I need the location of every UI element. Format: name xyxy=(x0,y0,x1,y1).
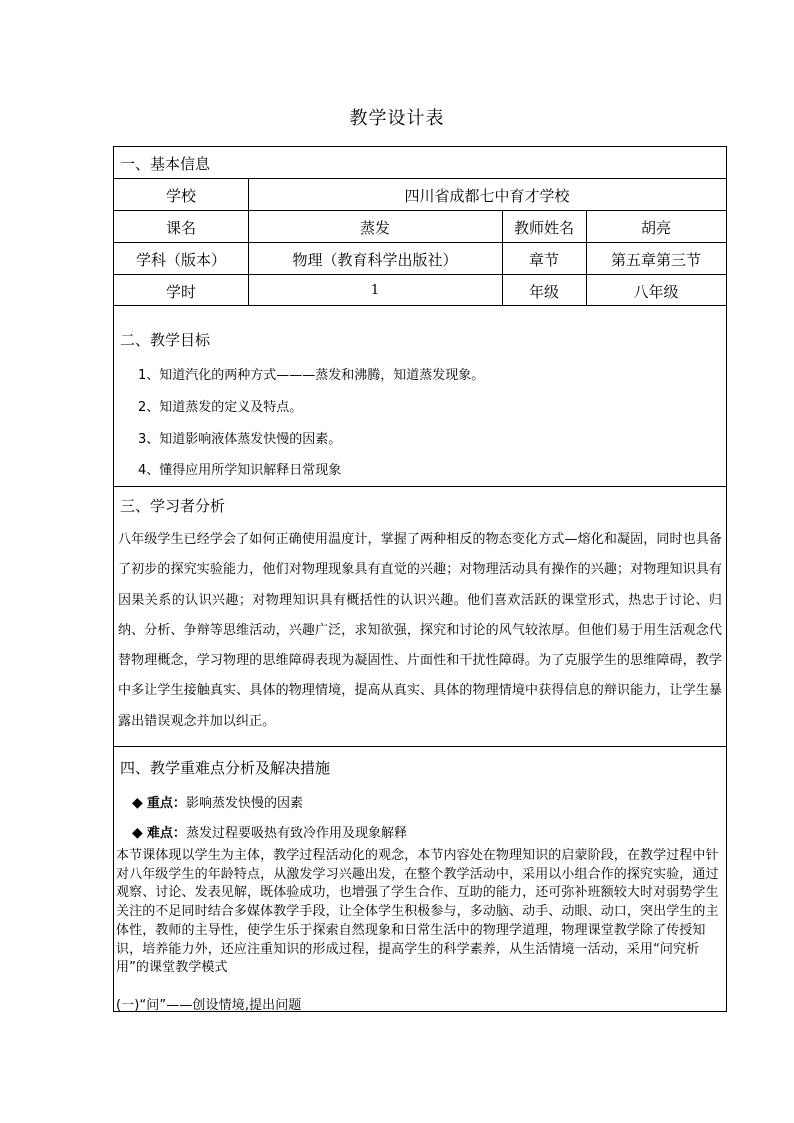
key-point-text: 影响蒸发快慢的因素 xyxy=(185,796,303,811)
goal-item: 4、懂得应用所学知识解释日常现象 xyxy=(138,463,342,478)
diamond-bullet-icon: ◆ xyxy=(132,825,143,841)
course-value: 蒸发 xyxy=(359,219,390,237)
difficulty-line xyxy=(132,822,407,841)
hours-value: 1 xyxy=(370,283,380,298)
grade-value: 八年级 xyxy=(633,283,679,301)
section-learners-heading: 三、学习者分析 xyxy=(120,497,226,515)
teaching-step-heading: (一)“问”——创设情境,提出问题 xyxy=(116,998,302,1013)
subject-value: 物理（教育科学出版社） xyxy=(292,251,458,269)
subject-label: 学科（版本） xyxy=(135,251,226,269)
chapter-label: 章节 xyxy=(528,251,559,269)
difficulty-label: 难点： xyxy=(146,826,186,841)
diamond-bullet-icon: ◆ xyxy=(132,795,143,811)
lesson-design-table xyxy=(113,146,727,1012)
course-label: 课名 xyxy=(165,219,196,237)
grade-label: 年级 xyxy=(528,283,559,301)
school-label: 学校 xyxy=(165,187,196,205)
hours-label: 学时 xyxy=(165,283,196,301)
learners-analysis-text: 八年级学生已经学会了如何正确使用温度计，掌握了两种相反的物态变化方式—熔化和凝固，同时也具备了初步的探究实验能力，他们对物理现象具有直觉的兴趣；对物理活动具有操作的兴趣；对物理知识具有因果关系的认识兴趣；对物理知识具有概括性的认识兴趣。他们喜欢活跃的课堂形式，热忠于讨论、归纳、分析、争辩等思维活动，兴趣广泛，求知欲强，探究和讨论的风气较浓厚。但他们易于用生活观念代替物理概念，学习物理的思维障碍表现为凝固性、片面性和干扰性障碍。为了克服学生的思维障碍，教学中多让学生接触真实、具体的物理情境，提高从真实、具体的物理情境中获得信息的辩识能力，让学生暴露出错误观念并加以纠正。 xyxy=(118,532,722,729)
goal-item: 3、知道影响液体蒸发快慢的因素。 xyxy=(138,432,342,447)
teacher-value: 胡亮 xyxy=(640,219,671,237)
difficulty-text: 蒸发过程要吸热有致冷作用及现象解释 xyxy=(185,826,407,841)
key-point-line xyxy=(132,792,303,811)
section-goals-heading: 二、教学目标 xyxy=(120,331,211,349)
section-keypoints-heading: 四、教学重难点分析及解决措施 xyxy=(120,759,331,777)
goal-item: 2、知道蒸发的定义及特点。 xyxy=(138,400,303,415)
section-basic-info-heading: 一、基本信息 xyxy=(120,155,211,173)
key-point-label: 重点： xyxy=(146,796,186,811)
page-title: 教学设计表 xyxy=(349,108,445,129)
school-value: 四川省成都七中育才学校 xyxy=(404,187,570,205)
goal-item: 1、知道汽化的两种方式———蒸发和沸腾，知道蒸发现象。 xyxy=(138,368,485,383)
teacher-label: 教师姓名 xyxy=(513,219,574,237)
chapter-value: 第五章第三节 xyxy=(610,251,701,269)
teaching-measures-text: 本节课体现以学生为主体，教学过程活动化的观念，本节内容处在物理知识的启蒙阶段，在教学过程中针对八年级学生的年龄特点，从激发学习兴趣出发，在整个教学活动中，采用以小组合作的探究实验，通过观察、讨论、发表见解，既体验成功，也增强了学生合作、互助的能力，还可弥补班额较大时对弱势学生关注的不足同时结合多媒体教学手段，让全体学生积极参与，多动脑、动手、动眼、动口，突出学生的主体性，教师的主导性，使学生乐于探索自然现象和日常生活中的物理学道理，物理课堂教学除了传授知识，培养能力外，还应注重知识的形成过程，提高学生的科学素养，从生活情境一活动，采用“问究析用”的课堂教学模式 xyxy=(116,848,719,976)
